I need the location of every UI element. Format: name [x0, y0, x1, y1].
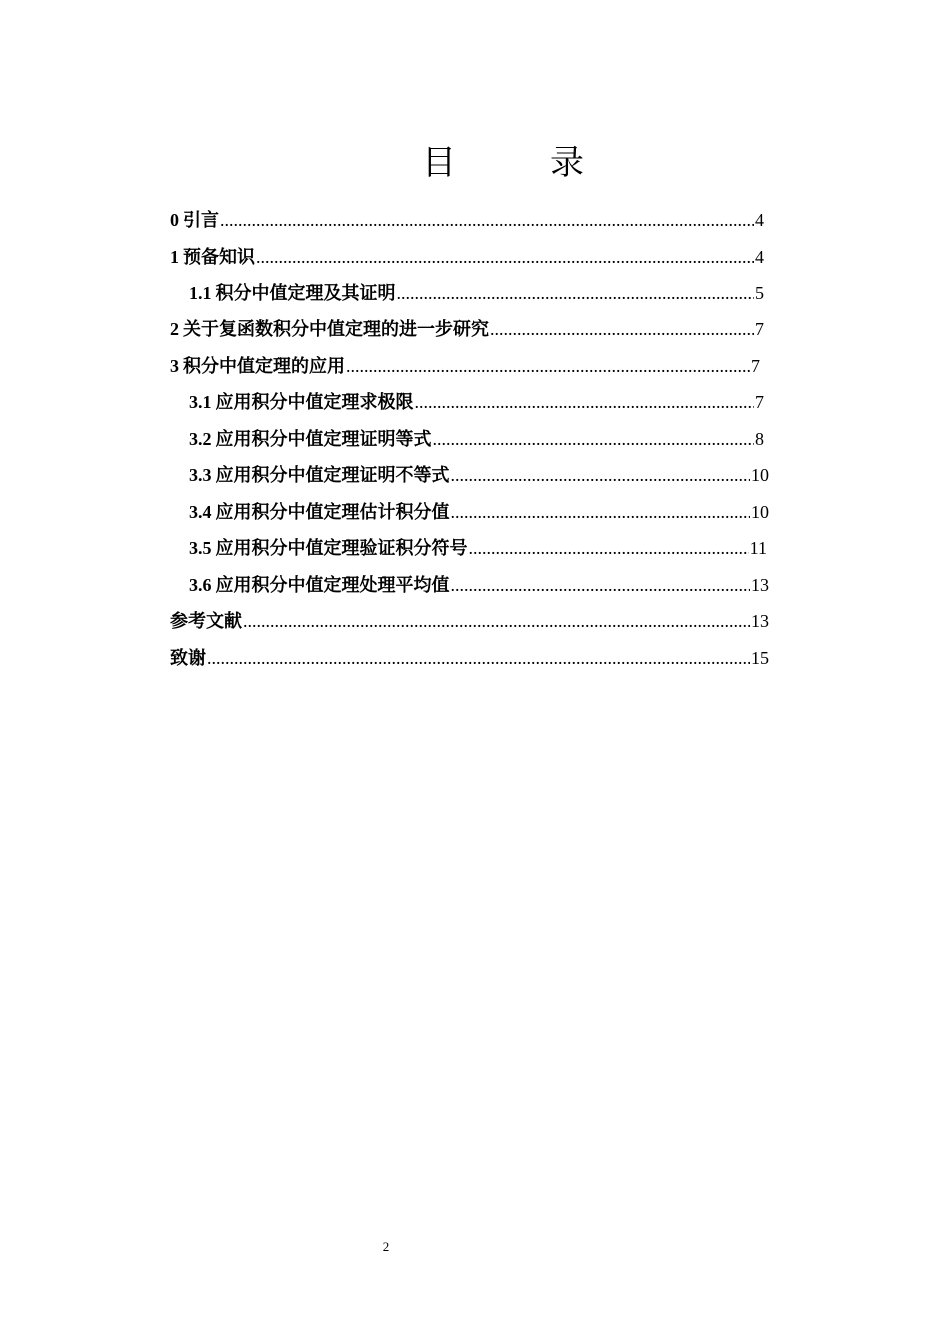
toc-dot-leader [415, 386, 755, 418]
toc-entry-label: 应用积分中值定理验证积分符号 [215, 538, 468, 559]
toc-dot-leader [397, 277, 755, 309]
toc-entry-number: 3.6 [189, 575, 212, 595]
footer-page-number: 2 [382, 1239, 390, 1254]
toc-entry-page: 10 [751, 502, 769, 522]
toc-entry[interactable] [189, 569, 769, 601]
toc-entry-label: 应用积分中值定理处理平均值 [215, 575, 450, 596]
toc-entry-label: 应用积分中值定理估计积分值 [215, 502, 450, 523]
toc-entry[interactable] [189, 277, 764, 309]
toc-dot-leader [346, 350, 750, 382]
toc-entry-page: 5 [755, 283, 764, 303]
toc-entry[interactable] [189, 496, 769, 528]
toc-entry[interactable] [170, 204, 764, 236]
toc-entry-label: 积分中值定理的应用 [183, 356, 345, 377]
toc-entry-page: 7 [751, 356, 760, 376]
toc-entry-number: 1 [170, 247, 179, 267]
toc-entry[interactable] [189, 459, 769, 491]
toc-entry-page: 10 [751, 465, 769, 485]
toc-entry[interactable] [170, 350, 760, 382]
toc-entry[interactable] [189, 423, 764, 455]
toc-entry-label: 应用积分中值定理证明不等式 [215, 465, 450, 486]
toc-entry-number: 3.1 [189, 392, 212, 412]
toc-entry-number: 3.3 [189, 465, 212, 485]
toc-dot-leader [433, 423, 755, 455]
toc-entry-page: 7 [755, 319, 764, 339]
toc-entry-number: 1.1 [189, 283, 212, 303]
toc-entry-label: 预备知识 [183, 247, 255, 268]
toc-entry-label: 应用积分中值定理求极限 [215, 392, 414, 413]
toc-entry-number: 2 [170, 319, 179, 339]
toc-entry-label: 参考文献 [170, 611, 242, 632]
toc-dot-leader [451, 496, 751, 528]
toc-entry-label: 引言 [183, 210, 219, 231]
toc-dot-leader [469, 532, 749, 564]
toc-entry[interactable] [170, 605, 769, 637]
toc-entry-number: 3 [170, 356, 179, 376]
toc-entry[interactable] [170, 642, 769, 674]
toc-dot-leader [451, 569, 751, 601]
toc-entry-page: 11 [749, 538, 767, 558]
toc-dot-leader [490, 313, 754, 345]
toc-entry-number: 3.4 [189, 502, 212, 522]
toc-entry-label: 致谢 [170, 648, 206, 669]
toc-entry-page: 13 [751, 575, 769, 595]
toc-entry-number: 3.5 [189, 538, 212, 558]
toc-entry-number: 3.2 [189, 429, 212, 449]
toc-entry-label: 积分中值定理及其证明 [215, 283, 396, 304]
toc-entry-page: 15 [751, 648, 769, 668]
toc-dot-leader [220, 204, 754, 236]
toc-entry-page: 4 [755, 210, 764, 230]
toc-entry[interactable] [170, 241, 764, 273]
toc-entry-page: 13 [751, 611, 769, 631]
toc-dot-leader [451, 459, 751, 491]
toc-entry-page: 4 [755, 247, 764, 267]
toc-entry-page: 7 [755, 392, 764, 412]
toc-entry[interactable] [170, 313, 764, 345]
toc-dot-leader [243, 605, 750, 637]
toc-entry[interactable] [189, 532, 767, 564]
toc-title: 目 录 [422, 143, 614, 183]
toc-entry[interactable] [189, 386, 764, 418]
toc-dot-leader [256, 241, 754, 273]
toc-entry-number: 0 [170, 210, 179, 230]
toc-entry-label: 关于复函数积分中值定理的进一步研究 [183, 319, 489, 340]
toc-entry-page: 8 [755, 429, 764, 449]
toc-dot-leader [207, 642, 750, 674]
toc-entry-label: 应用积分中值定理证明等式 [215, 429, 432, 450]
